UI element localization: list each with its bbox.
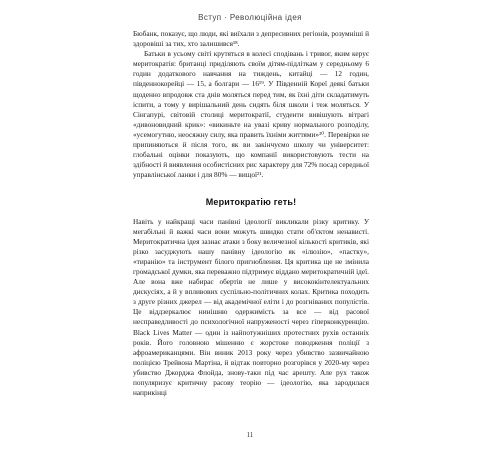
page-number: 11 [246,431,254,439]
section-paragraph: Навіть у найкращі часи панівні ідеології викликали різку критику. У мегабільні й важкі часи вони можуть швидко стати об'єктом ненависті. Меритократична ідея зазнає атаки з боку величезної кількості критиків, які різко засуджують нашу панівну ідеологію як «ілюзію», «пастку», «тиранію» та інструмент білого пригноблення. Ця критика ще не змінила громадської думки, яка переважно підтримує віддано меритократичній ідеї. Але вона вже набирає обертів не лише у висококінтелектуальних дискусіях, а й у впливових суспільно-політичних колах. Критика походить з друге різних джерел — від академічної еліти і до розгніваних популістів. Це віддзеркалює нинішню одержимість за все — від расової несправедливості до психологічної напруженості через гіперконкуренцію. Black Lives Matter — один із найпотужніших протестних рухів останніх років. Його головною мішенню є жорстоке поводження поліції з афроамериканцями. Він виник 2013 року через убивство зазвичайною поліцією Трейвона Мартіна, й відтак повторно розгорівся у 2020-му через убивство Джорджа Флойда, знову-таки під час арешту. Але рух також популяризує критичну расову теорію — ідеологію, яка зародилася наприкінці [133,216,369,398]
paragraph: Батьки в усьому світі крутяться в колесі сподівань і тривог, яким керує меритократія: британці приділяють своїм дітям-підліткам у середньому 6 годин додаткового навчання на тиждень, китайці — 12 годин, південнокорейці — 15, а болгари — 16¹⁹. У Південній Кореї деякі батьки щоденно впродовж ста днів моляться перед тим, як їхні діти складатимуть іспити, а тому у вирішальний день сидять біля школи і теж моляться. У Сінгапурі, світовій столиці меритократії, студенти вивішують вітрагі «дивоновидний крик»: «викиньте на увазі криву нормального розподілу, «усемогутню, неосяжну силу, яка править їхніми життями»²⁰. Перевірки не припиняються й після того, як ви закінчуємо школу чи університет: глобальні оцінки показують, що компанії використовують тести на здібності й виявлення особистісних рис характеру для 72% посад середньої управлінської ланки і для 80% — вищої²¹. [133,49,369,180]
section-heading: Меритократію геть! [205,197,297,208]
running-head: Вступ · Революційна ідея [198,13,302,22]
paragraph-continued: Бюбанк, показує, що люди, які виїхали з депресивних регіонів, розумніші й здоровіші за тих, хто залишився¹⁸. [133,29,369,49]
text-column [133,29,369,398]
